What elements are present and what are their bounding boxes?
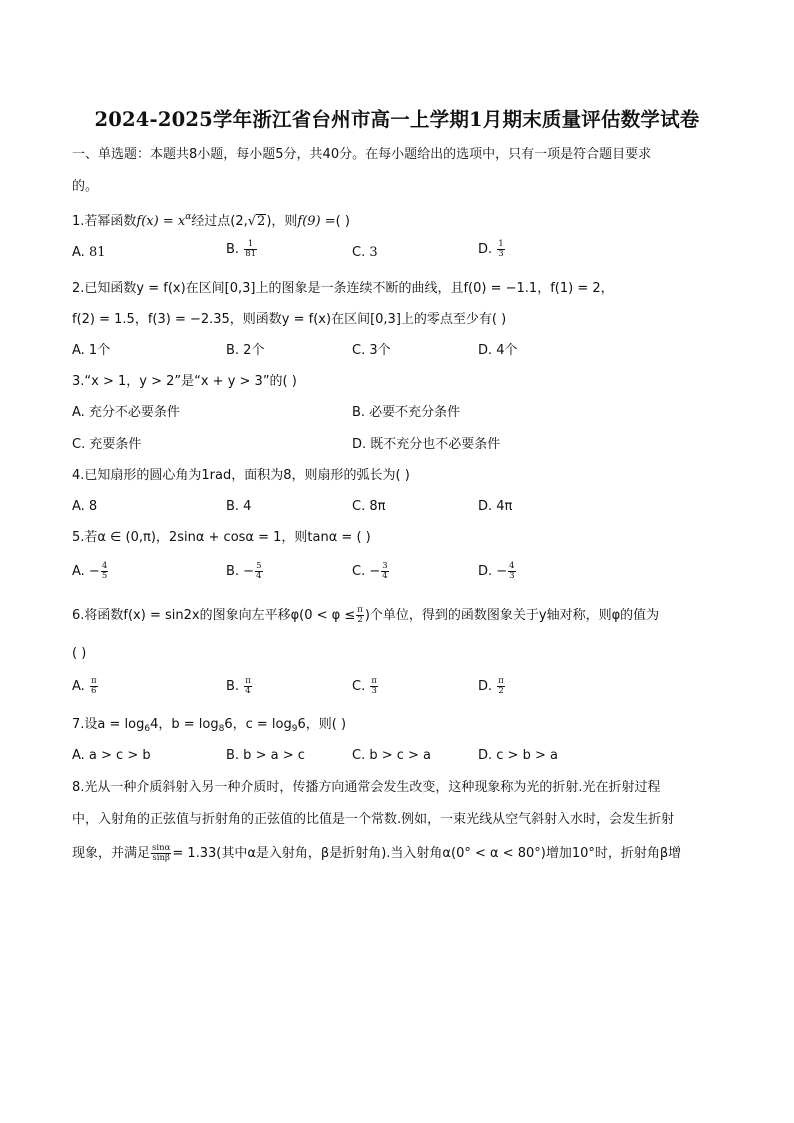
q7-base-c: 9 [291,724,298,734]
q1-prefix: 1.若幂函数 [72,214,137,229]
section-instructions-line1: 一、单选题：本题共8小题，每小题5分，共40分。在每小题给出的选项中，只有一项是符合题目要求 [72,147,652,162]
question-5: 5.若α ∈ (0,π)，2sinα + cosα = 1，则tanα = ( ) [72,530,371,545]
q8-frac-num: sinα [152,843,171,853]
q3-option-d: D. 既不充分也不必要条件 [352,437,501,452]
q6-prefix: 6.将函数f(x) = sin2x的图象向左平移φ(0 < φ ≤ [72,608,356,623]
question-6 [72,606,659,625]
question-3: 3.“x > 1，y > 2”是“x + y > 3”的( ) [72,374,297,389]
q1-option-c: C. 3 [352,245,378,260]
q1-option-d: D. $\frac{1}{3}$ [478,239,504,259]
q1-option-a: A. 81 [72,245,106,260]
q1-option-b: B. $\frac{1}{81}$ [226,239,257,259]
question-1: 1.若幂函数$f(x) = x^\alpha$经过点(2,√2)，则f(9) =( ) [72,212,350,229]
q6-option-d: D. $\frac{\pi}{2}$ [478,676,504,696]
q7-option-b: B. b > a > c [226,748,305,763]
q6-suffix: )个单位，得到的函数图象关于y轴对称，则φ的值为 [364,608,660,623]
q3-option-a: A. 充分不必要条件 [72,405,180,420]
q1-close: )，则 [266,214,298,229]
q2-option-b: B. 2个 [226,343,265,358]
q1-sqrt: 2 [257,214,266,229]
q2-option-c: C. 3个 [352,343,391,358]
q7-base-a: 6 [144,724,151,734]
question-2-line1: 2.已知函数y = f(x)在区间[0,3]上的图象是一条连续不断的曲线，且f(0) = −1.1，f(1) = 2， [72,281,614,296]
question-8-line3: 现象，并满足 $\frac{\sin\alpha}{\sin\beta}$ = 1.33(其中α是入射角，β是折射角).当入射角α(0° < α < 80°)增加10°时，折射角β增 [72,843,682,863]
section-instructions-line2: 的。 [72,179,99,194]
q4-option-c: C. 8π [352,499,386,514]
question-7: 7.设$a = \log_64$，$b = \log_86$，$c = \log_96$，则( ) [72,717,347,734]
q1-fx: f(x) = x [136,214,186,229]
q7-option-d: D. c > b > a [478,748,558,763]
question-6-line2: ( ) [72,646,87,661]
q4-option-a: A. 8 [72,499,98,514]
q1-mid: 经过点(2, [191,214,248,229]
q7-option-a: A. a > c > b [72,748,151,763]
question-2-line2: f(2) = 1.5，f(3) = −2.35，则函数y = f(x)在区间[0,3]上的零点至少有( ) [72,312,507,327]
q6-option-b: B. $\frac{\pi}{4}$ [226,676,251,696]
q7-option-c: C. b > c > a [352,748,432,763]
q3-option-c: C. 充要条件 [72,437,142,452]
question-8-line2: 中，入射角的正弦值与折射角的正弦值的比值是一个常数.例如，一束光线从空气斜射入水时，会发生折射 [72,812,675,827]
q7-base-b: 8 [218,724,225,734]
q4-option-d: D. 4π [478,499,513,514]
q2-option-d: D. 4个 [478,343,518,358]
exam-title: 2024-2025学年浙江省台州市高一上学期1月期末质量评估数学试卷 [94,108,700,131]
question-4: 4.已知扇形的圆心角为1rad，面积为8，则扇形的弧长为( ) [72,468,410,483]
q3-option-b: B. 必要不充分条件 [352,405,461,420]
q2-option-a: A. 1个 [72,343,111,358]
q6-frac-num: π [357,605,363,615]
q5-option-b: B. − $\frac{5}{4}$ [226,561,262,581]
q5-option-a: A. − $\frac{4}{5}$ [72,561,108,581]
q6-option-c: C. $\frac{\pi}{3}$ [352,676,377,696]
q1-end: ( ) [335,214,350,229]
q1-alpha: α [185,212,192,222]
q4-option-b: B. 4 [226,499,252,514]
q5-option-d: D. − $\frac{4}{3}$ [478,561,515,581]
q1-f9: f(9) = [297,214,336,229]
q6-frac-den: 2 [357,615,363,625]
question-8-line1: 8.光从一种介质斜射入另一种介质时，传播方向通常会发生改变，这种现象称为光的折射.光在折射过程 [72,780,661,795]
q5-option-c: C. − $\frac{3}{4}$ [352,561,388,581]
q6-option-a: A. $\frac{\pi}{6}$ [72,676,97,696]
q8-frac-den: sinβ [152,853,170,863]
